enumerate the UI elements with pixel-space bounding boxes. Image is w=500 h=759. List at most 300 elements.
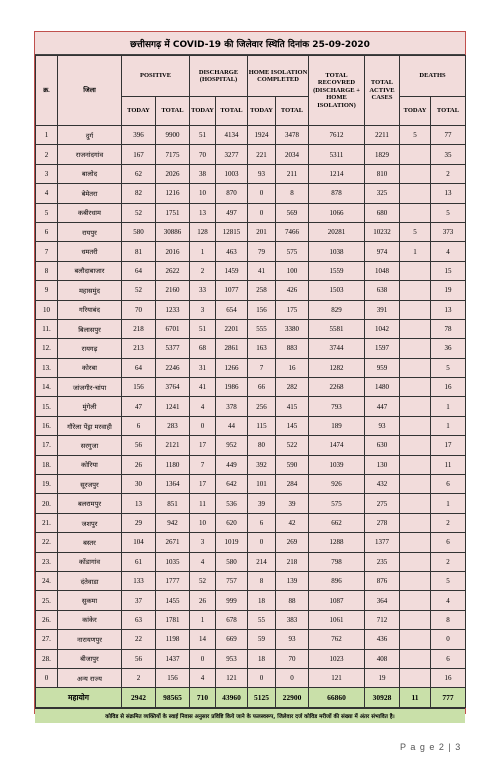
row-value: 66 [248,378,276,397]
table-row [36,436,466,455]
row-value: 7612 [309,126,365,145]
row-value: 678 [216,610,248,629]
row-value: 256 [248,397,276,416]
row-value: 15 [431,261,466,280]
row-value [400,455,431,474]
table-row [36,339,466,358]
report-frame [34,31,466,721]
header-total-recovered: TOTAL RECOVRED (DISCHARGE + HOME ISOLATION) [309,56,365,126]
row-district: सुकमा [58,591,122,610]
row-value [400,494,431,513]
row-value [400,184,431,203]
row-value: 5 [400,126,431,145]
row-value [400,145,431,164]
row-value: 392 [248,455,276,474]
row-value: 156 [122,378,156,397]
row-district: कांकेर [58,610,122,629]
row-value: 30886 [156,222,190,241]
row-value: 189 [309,416,365,435]
row-value: 78 [431,319,466,338]
row-value: 41 [190,378,216,397]
row-value: 52 [190,571,216,590]
row-district: बीजापुर [58,649,122,668]
row-value: 383 [276,610,309,629]
row-value: 569 [276,203,309,222]
row-value: 1459 [216,261,248,280]
row-value: 16 [431,378,466,397]
table-row [36,610,466,629]
table-row [36,126,466,145]
header-discharge-today: TODAY [190,97,216,126]
row-value: 575 [309,494,365,513]
row-serial: 23. [36,552,58,571]
row-value: 93 [248,164,276,183]
total-cell: 777 [431,688,466,708]
table-row [36,591,466,610]
row-value: 3744 [309,339,365,358]
row-value: 1597 [365,339,400,358]
row-value: 283 [156,416,190,435]
row-value [400,378,431,397]
row-value: 1180 [156,455,190,474]
row-value: 974 [365,242,400,261]
row-value: 19 [431,281,466,300]
table-body [36,126,466,688]
total-cell: 5125 [248,688,276,708]
row-value: 64 [122,358,156,377]
row-district: दंतेवाडा [58,571,122,590]
header-deaths: DEATHS [400,56,466,97]
row-serial: 10 [36,300,58,319]
row-value: 19 [365,668,400,687]
header-positive-today: TODAY [122,97,156,126]
row-serial: 25. [36,591,58,610]
covid-district-table [35,55,466,708]
row-value: 39 [276,494,309,513]
row-value: 1061 [309,610,365,629]
row-value: 22 [122,630,156,649]
row-value: 3764 [156,378,190,397]
row-value [400,630,431,649]
row-serial: 17. [36,436,58,455]
row-value: 0 [190,416,216,435]
total-cell: 30928 [365,688,400,708]
row-value: 1023 [309,649,365,668]
row-value: 269 [276,533,309,552]
header-discharge: DISCHARGE (HOSPITAL) [190,56,248,97]
row-value: 41 [248,261,276,280]
row-value: 952 [216,436,248,455]
row-value: 2034 [276,145,309,164]
row-value: 1214 [309,164,365,183]
row-value [400,668,431,687]
row-value: 1924 [248,126,276,145]
row-district: मुंगेली [58,397,122,416]
row-value: 4 [190,552,216,571]
row-value: 896 [309,571,365,590]
row-value: 999 [216,591,248,610]
row-value: 26 [190,591,216,610]
row-value: 7 [190,455,216,474]
row-district: धमतरी [58,242,122,261]
row-serial: 0 [36,668,58,687]
row-value: 793 [309,397,365,416]
row-value: 82 [122,184,156,203]
row-value: 5377 [156,339,190,358]
row-value: 213 [122,339,156,358]
table-row [36,552,466,571]
row-value: 218 [276,552,309,571]
row-value: 408 [365,649,400,668]
row-value: 26 [122,455,156,474]
row-value: 12815 [216,222,248,241]
row-value: 1216 [156,184,190,203]
footnote: कोविड से संक्रमित व्यक्तियों के स्वाई निवास अनुसार प्रविष्टि किये जाने के फलस्वरूप, जिलेवार दर्ज कोविड मरीजों की संख्या में अंतर संभावित है। [35,708,465,723]
row-serial: 13. [36,358,58,377]
row-value: 1781 [156,610,190,629]
row-value: 62 [122,164,156,183]
row-value: 3380 [276,319,309,338]
row-value: 630 [365,436,400,455]
total-cell: 22900 [276,688,309,708]
row-value: 211 [276,164,309,183]
row-value: 52 [122,203,156,222]
row-serial: 21. [36,513,58,532]
row-value: 31 [190,358,216,377]
table-row [36,261,466,280]
row-value: 1777 [156,571,190,590]
table-row [36,455,466,474]
row-value: 1042 [365,319,400,338]
header-home-isolation: HOME ISOLATION COMPLETED [248,56,309,97]
row-value: 104 [122,533,156,552]
row-value: 29 [122,513,156,532]
row-value: 2861 [216,339,248,358]
row-value: 4 [431,242,466,261]
row-serial: 1 [36,126,58,145]
row-value: 662 [309,513,365,532]
row-serial: 12. [36,339,58,358]
row-value: 17 [190,475,216,494]
header-deaths-today: TODAY [400,97,431,126]
row-district: महासमुंद [58,281,122,300]
row-value: 61 [122,552,156,571]
row-value: 37 [122,591,156,610]
table-row [36,242,466,261]
row-value: 1003 [216,164,248,183]
row-serial: 15. [36,397,58,416]
row-value: 11 [190,494,216,513]
row-value: 10 [190,184,216,203]
row-value: 8 [431,610,466,629]
row-value: 2160 [156,281,190,300]
row-value: 1377 [365,533,400,552]
row-serial: 11. [36,319,58,338]
row-value [400,339,431,358]
row-value: 258 [248,281,276,300]
row-value: 415 [276,397,309,416]
row-value: 9900 [156,126,190,145]
table-row [36,184,466,203]
row-serial: 7 [36,242,58,261]
table-row [36,358,466,377]
row-value: 80 [248,436,276,455]
row-value: 1038 [309,242,365,261]
row-value: 17 [190,436,216,455]
row-value: 156 [248,300,276,319]
total-cell: 2942 [122,688,156,708]
row-value: 1751 [156,203,190,222]
row-value: 522 [276,436,309,455]
total-cell: 710 [190,688,216,708]
row-serial: 8 [36,261,58,280]
row-value: 42 [276,513,309,532]
row-value: 63 [122,610,156,629]
row-serial: 16. [36,416,58,435]
row-value: 1198 [156,630,190,649]
row-value: 13 [122,494,156,513]
row-value: 712 [365,610,400,629]
row-value: 156 [156,668,190,687]
row-value: 1288 [309,533,365,552]
row-value: 133 [122,571,156,590]
row-value: 221 [248,145,276,164]
row-value: 1 [400,242,431,261]
row-value: 391 [365,300,400,319]
row-serial: 2 [36,145,58,164]
row-district: बिलासपुर [58,319,122,338]
row-value: 81 [122,242,156,261]
table-row [36,164,466,183]
row-value: 139 [276,571,309,590]
row-value: 0 [431,630,466,649]
row-value: 55 [248,610,276,629]
row-value: 942 [156,513,190,532]
row-value: 0 [248,184,276,203]
row-value: 620 [216,513,248,532]
row-value [400,281,431,300]
row-value: 145 [276,416,309,435]
row-district: रायगढ़ [58,339,122,358]
row-value: 8 [276,184,309,203]
row-value: 36 [431,339,466,358]
table-row [36,494,466,513]
row-value: 1087 [309,591,365,610]
row-value: 5311 [309,145,365,164]
row-value: 1233 [156,300,190,319]
row-value: 575 [276,242,309,261]
row-value: 128 [190,222,216,241]
header-home-today: TODAY [248,97,276,126]
row-value: 851 [156,494,190,513]
row-value: 0 [190,649,216,668]
row-serial: 19. [36,475,58,494]
row-value: 883 [276,339,309,358]
row-value [400,552,431,571]
row-value: 70 [190,145,216,164]
row-value: 447 [365,397,400,416]
row-value: 101 [248,475,276,494]
row-value: 757 [216,571,248,590]
row-value: 436 [365,630,400,649]
row-value: 2211 [365,126,400,145]
row-value: 16 [276,358,309,377]
table-row [36,319,466,338]
row-value: 642 [216,475,248,494]
row-value [400,591,431,610]
row-value: 10 [190,513,216,532]
row-value: 79 [248,242,276,261]
table-row [36,513,466,532]
row-district: सरगुजा [58,436,122,455]
row-value: 64 [122,261,156,280]
row-district: कोंडागांव [58,552,122,571]
row-value: 829 [309,300,365,319]
row-value: 5 [431,358,466,377]
row-value: 432 [365,475,400,494]
row-value: 870 [216,184,248,203]
row-value: 590 [276,455,309,474]
row-serial: 14. [36,378,58,397]
row-value: 2246 [156,358,190,377]
header-sr: क्र. [36,56,58,126]
row-value: 1829 [365,145,400,164]
table-row [36,416,466,435]
row-value: 5 [431,571,466,590]
row-value [400,358,431,377]
row-value: 378 [216,397,248,416]
row-value: 38 [190,164,216,183]
row-value: 218 [122,319,156,338]
row-value: 44 [216,416,248,435]
row-value: 536 [216,494,248,513]
row-value: 364 [365,591,400,610]
row-value: 39 [248,494,276,513]
row-serial: 20. [36,494,58,513]
row-value: 1437 [156,649,190,668]
row-value: 10232 [365,222,400,241]
row-district: कोरिया [58,455,122,474]
row-serial: 28. [36,649,58,668]
row-value: 1480 [365,378,400,397]
row-value: 762 [309,630,365,649]
row-value: 47 [122,397,156,416]
row-district: बलौदाबाजार [58,261,122,280]
row-value: 0 [276,668,309,687]
row-value: 580 [216,552,248,571]
row-serial: 9 [36,281,58,300]
row-value: 115 [248,416,276,435]
total-cell: 98565 [156,688,190,708]
row-value [400,203,431,222]
table-row [36,145,466,164]
row-district: नारायणपुर [58,630,122,649]
row-value: 5581 [309,319,365,338]
row-serial: 3 [36,164,58,183]
row-value: 6 [431,649,466,668]
row-value: 1282 [309,358,365,377]
row-value: 70 [122,300,156,319]
row-value: 20281 [309,222,365,241]
row-district: गौरेला पेंड्रा मरवाही [58,416,122,435]
row-value: 4 [431,591,466,610]
table-row [36,378,466,397]
row-value: 1 [431,416,466,435]
row-value: 77 [431,126,466,145]
row-value: 959 [365,358,400,377]
row-value: 1364 [156,475,190,494]
row-value: 2 [122,668,156,687]
row-value: 56 [122,649,156,668]
row-value: 4 [190,397,216,416]
header-positive: POSITIVE [122,56,190,97]
row-value: 70 [276,649,309,668]
row-value: 284 [276,475,309,494]
row-district: अन्य राज्य [58,668,122,687]
row-value: 214 [248,552,276,571]
row-value: 1077 [216,281,248,300]
row-value: 56 [122,436,156,455]
row-value: 810 [365,164,400,183]
row-value: 1241 [156,397,190,416]
row-value: 235 [365,552,400,571]
row-value: 3 [190,300,216,319]
row-value [400,261,431,280]
row-value: 30 [122,475,156,494]
row-value [400,610,431,629]
row-value: 4134 [216,126,248,145]
row-value: 426 [276,281,309,300]
row-value: 2268 [309,378,365,397]
row-value: 396 [122,126,156,145]
row-value: 18 [248,591,276,610]
row-value: 282 [276,378,309,397]
row-value: 1455 [156,591,190,610]
row-value: 2 [431,552,466,571]
row-value: 13 [190,203,216,222]
row-value: 275 [365,494,400,513]
row-serial: 27. [36,630,58,649]
row-value: 2671 [156,533,190,552]
table-row [36,475,466,494]
row-value [400,300,431,319]
row-value: 1 [190,610,216,629]
row-value: 13 [431,300,466,319]
table-row [36,281,466,300]
row-value: 1 [190,242,216,261]
row-value: 449 [216,455,248,474]
table-row [36,630,466,649]
report-title: छत्तीसगढ़ में COVID-19 की जिलेवार स्थिति दिनांक 25-09-2020 [35,32,465,55]
row-value: 3 [190,533,216,552]
row-value: 68 [190,339,216,358]
row-value: 1035 [156,552,190,571]
row-value: 8 [248,571,276,590]
table-row [36,668,466,687]
row-serial: 5 [36,203,58,222]
table-row [36,571,466,590]
row-value: 1 [431,494,466,513]
row-value: 2 [431,164,466,183]
total-cell: 43960 [216,688,248,708]
row-value: 878 [309,184,365,203]
row-district: जांजगीर-चांपा [58,378,122,397]
row-value: 1266 [216,358,248,377]
row-value [400,397,431,416]
row-value: 88 [276,591,309,610]
header-positive-total: TOTAL [156,97,190,126]
header-deaths-total: TOTAL [431,97,466,126]
